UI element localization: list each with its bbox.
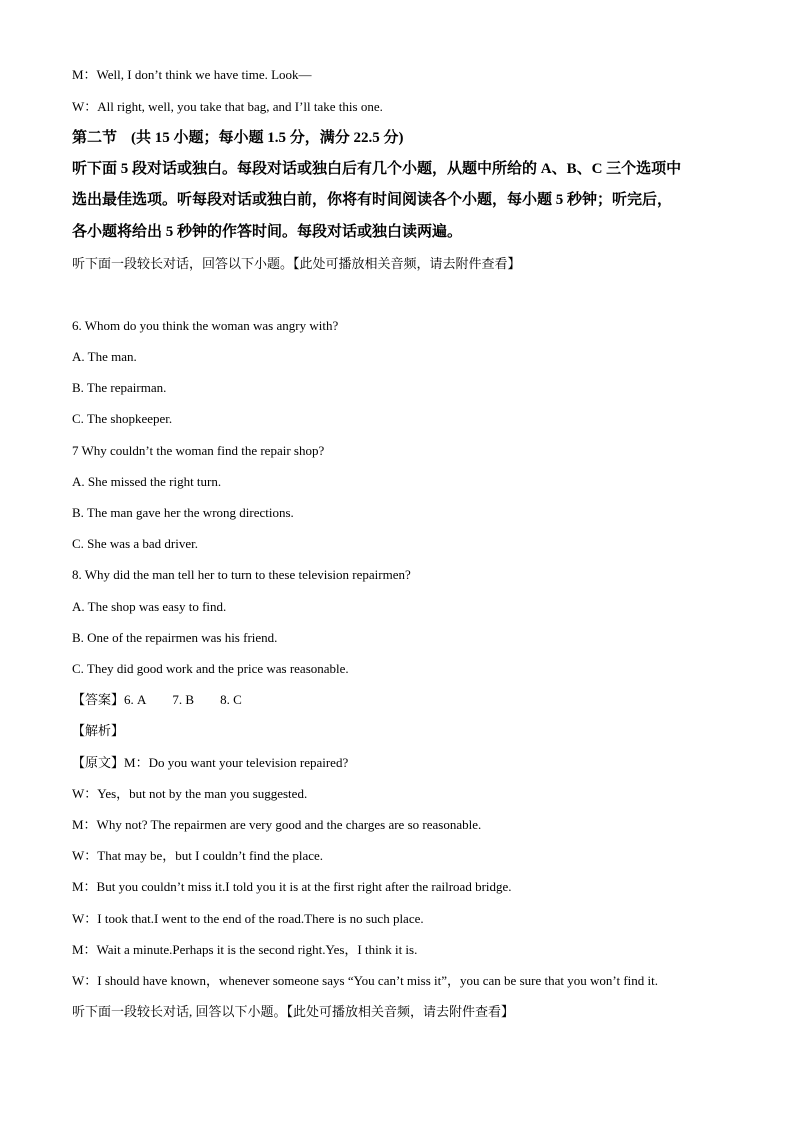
listen-prompt: 听下面一段较长对话，回答以下小题。【此处可播放相关音频，请去附件查看】 (72, 256, 521, 271)
transcript-line: M：But you couldn’t miss it.I told you it is at the first right after the railroad bridge. (72, 879, 512, 894)
section-instruction: 选出最佳选项。听每段对话或独白前，你将有时间阅读各个小题，每小题 5 秒钟；听完后， (72, 192, 673, 208)
question-option: C. They did good work and the price was reasonable. (72, 661, 349, 676)
transcript-line: M：Why not? The repairmen are very good and the charges are so reasonable. (72, 817, 482, 832)
answer-6: 6. A (124, 692, 147, 707)
analysis-label: 【解析】 (72, 723, 125, 738)
transcript-line: W：I took that.I went to the end of the road.There is no such place. (72, 911, 424, 926)
section-heading (72, 128, 404, 148)
transcript-line (72, 754, 348, 772)
answer-7: 7. B (172, 692, 195, 707)
transcript-line: W：I should have known，whenever someone says “You can’t miss it”，you can be sure that you won’t find it. (72, 973, 658, 988)
transcript-text: M：Do you want your television repaired? (124, 755, 349, 770)
section-title: 第二节 (72, 130, 118, 146)
transcript-line: W：That may be，but I couldn’t find the place. (72, 848, 324, 863)
question-option: A. The shop was easy to find. (72, 599, 227, 614)
question-option: B. The man gave her the wrong directions. (72, 505, 294, 520)
dialogue-line: W：All right, well, you take that bag, and I’ll take this one. (72, 99, 383, 114)
listen-prompt: 听下面一段较长对话, 回答以下小题。【此处可播放相关音频，请去附件查看】 (72, 1004, 515, 1019)
answer-8: 8. C (220, 692, 242, 707)
answer-label: 【答案】 (72, 692, 125, 707)
dialogue-line: M：Well, I don’t think we have time. Look— (72, 67, 312, 82)
transcript-label: 【原文】 (72, 755, 125, 770)
section-subtitle: (共 15 小题；每小题 1.5 分，满分 22.5 分) (131, 130, 404, 146)
question-stem: 8. Why did the man tell her to turn to these television repairmen? (72, 567, 411, 582)
question-option: B. The repairman. (72, 380, 167, 395)
transcript-line: M：Wait a minute.Perhaps it is the second right.Yes，I think it is. (72, 942, 418, 957)
transcript-line: W：Yes，but not by the man you suggested. (72, 786, 308, 801)
question-option: C. She was a bad driver. (72, 536, 199, 551)
question-stem: 7 Why couldn’t the woman find the repair shop? (72, 443, 325, 458)
answer-line (72, 691, 242, 709)
question-option: B. One of the repairmen was his friend. (72, 630, 278, 645)
question-option: A. She missed the right turn. (72, 474, 222, 489)
question-option: C. The shopkeeper. (72, 411, 173, 426)
question-option: A. The man. (72, 349, 137, 364)
question-stem: 6. Whom do you think the woman was angry with? (72, 318, 339, 333)
section-instruction: 听下面 5 段对话或独白。每段对话或独白后有几个小题，从题中所给的 A、B、C 三个选项中 (72, 161, 682, 177)
section-instruction: 各小题将给出 5 秒钟的作答时间。每段对话或独白读两遍。 (72, 224, 463, 240)
